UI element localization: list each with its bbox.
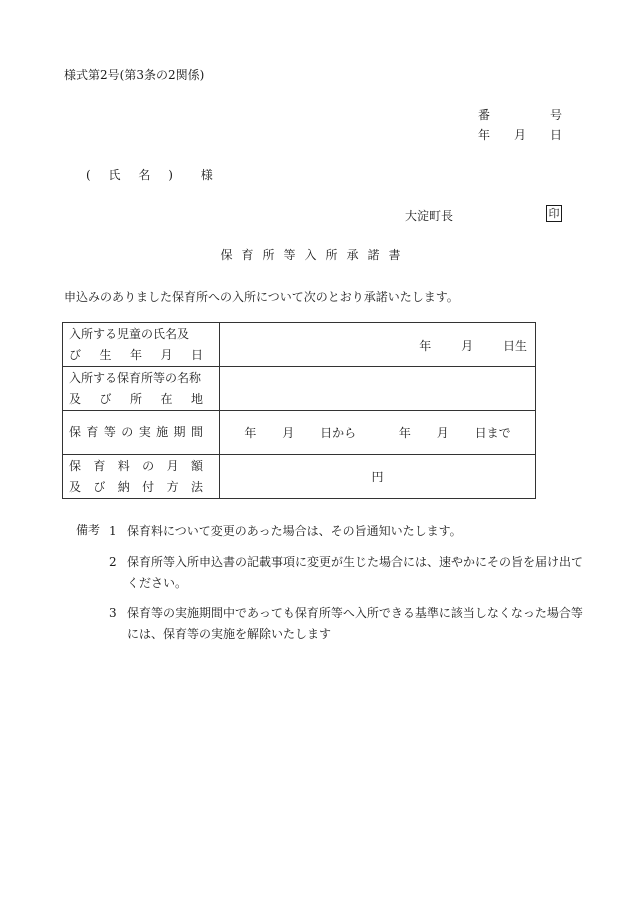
birth-month-label: 月 [461, 339, 474, 353]
note-number: 2 [109, 555, 117, 569]
period-to-year: 年 [398, 426, 411, 440]
label-char: 日 [190, 347, 203, 362]
label-char: 地 [190, 391, 203, 406]
label-care-period [63, 411, 220, 455]
label-line [69, 477, 203, 498]
reference-number-label: 番 [478, 108, 491, 122]
value-child-name-birthdate [220, 323, 536, 367]
label-char: の [121, 425, 134, 439]
label-char: 育 [93, 458, 106, 473]
value-facility-name-address [220, 367, 536, 411]
label-char: び [93, 479, 106, 494]
birth-year-label: 年 [419, 339, 432, 353]
addressee-honorific: 様 [200, 168, 213, 182]
label-char: 及 [69, 391, 82, 406]
label-char: 保 [69, 458, 82, 473]
addressee-name-char: 氏 [108, 168, 121, 182]
addressee-name-char: 名 [138, 168, 151, 182]
label-char: 実 [138, 425, 151, 439]
addressee-close-paren: ) [168, 168, 173, 182]
label-line [69, 345, 203, 366]
reference-date-day: 日 [550, 128, 563, 142]
table-row [63, 323, 536, 367]
period-from-day: 日から [320, 426, 357, 440]
label-char: び [99, 391, 112, 406]
label-facility-name-address [63, 367, 220, 411]
addressee [86, 166, 227, 183]
note-item [109, 552, 587, 594]
label-char: 料 [117, 458, 130, 473]
label-char: 法 [190, 479, 203, 494]
period-to-month: 月 [436, 426, 449, 440]
label-char: 施 [156, 425, 169, 439]
note-item [109, 521, 587, 542]
note-text: 保育料について変更のあった場合は、その旨通知いたします。 [127, 524, 462, 538]
label-char: 生 [99, 347, 112, 362]
lead-text: 申込みのありました保育所への入所について次のとおり承諾いたします。 [64, 290, 459, 304]
label-line: 入所する保育所等の名称 [69, 370, 202, 385]
label-char: 在 [160, 391, 173, 406]
label-char: 所 [129, 391, 142, 406]
table-row [63, 411, 536, 455]
label-char: 及 [69, 479, 82, 494]
reference-date-year: 年 [478, 128, 491, 142]
period-to-day: 日まで [474, 426, 511, 440]
label-child-name-birthdate [63, 323, 220, 367]
label-line: 入所する児童の氏名及 [69, 326, 190, 341]
table-row [63, 455, 536, 499]
note-item [109, 603, 587, 645]
document-title: 保育所等入所承諾書 [220, 248, 410, 262]
birth-day-label: 日生 [502, 339, 527, 353]
label-char: 納 [117, 479, 130, 494]
reference-number-suffix: 号 [550, 108, 563, 122]
label-line [69, 456, 203, 477]
notes-label: 備考 [76, 523, 101, 537]
label-char: 保 [69, 425, 82, 439]
value-care-period [220, 411, 536, 455]
seal-mark: 印 [546, 205, 562, 222]
label-char: 月 [166, 458, 179, 473]
addressee-open-paren: ( [86, 168, 91, 182]
birthdate-field [393, 337, 527, 354]
label-line [69, 389, 203, 410]
note-number: 1 [109, 524, 117, 538]
period-from-month: 月 [282, 426, 295, 440]
label-char: 等 [103, 425, 116, 439]
form-table [62, 322, 536, 499]
note-number: 3 [109, 606, 117, 620]
label-char: の [142, 458, 155, 473]
label-char: 年 [129, 347, 142, 362]
label-char: 間 [190, 425, 203, 439]
label-char: 付 [142, 479, 155, 494]
label-fee-payment [63, 455, 220, 499]
label-char: 月 [160, 347, 173, 362]
note-text: 保育所等入所申込書の記載事項に変更が生じた場合には、速やかにその旨を届け出てください。 [127, 555, 584, 590]
label-line [69, 422, 203, 443]
form-number: 様式第2号(第3条の2関係) [64, 68, 205, 82]
label-char: 方 [166, 479, 179, 494]
label-char: 期 [173, 425, 186, 439]
label-char: び [69, 347, 82, 362]
period-from-year: 年 [244, 426, 257, 440]
label-char: 育 [86, 425, 99, 439]
issuer-title: 大淀町長 [405, 209, 454, 223]
table-row [63, 367, 536, 411]
fee-unit: 円 [371, 470, 384, 484]
reference-date-month: 月 [514, 128, 527, 142]
value-fee-payment [220, 455, 536, 499]
note-text: 保育等の実施期間中であっても保育所等へ入所できる基準に該当しなくなった場合等には、保育等の実施を解除いたします [127, 606, 583, 641]
label-char: 額 [190, 458, 203, 473]
